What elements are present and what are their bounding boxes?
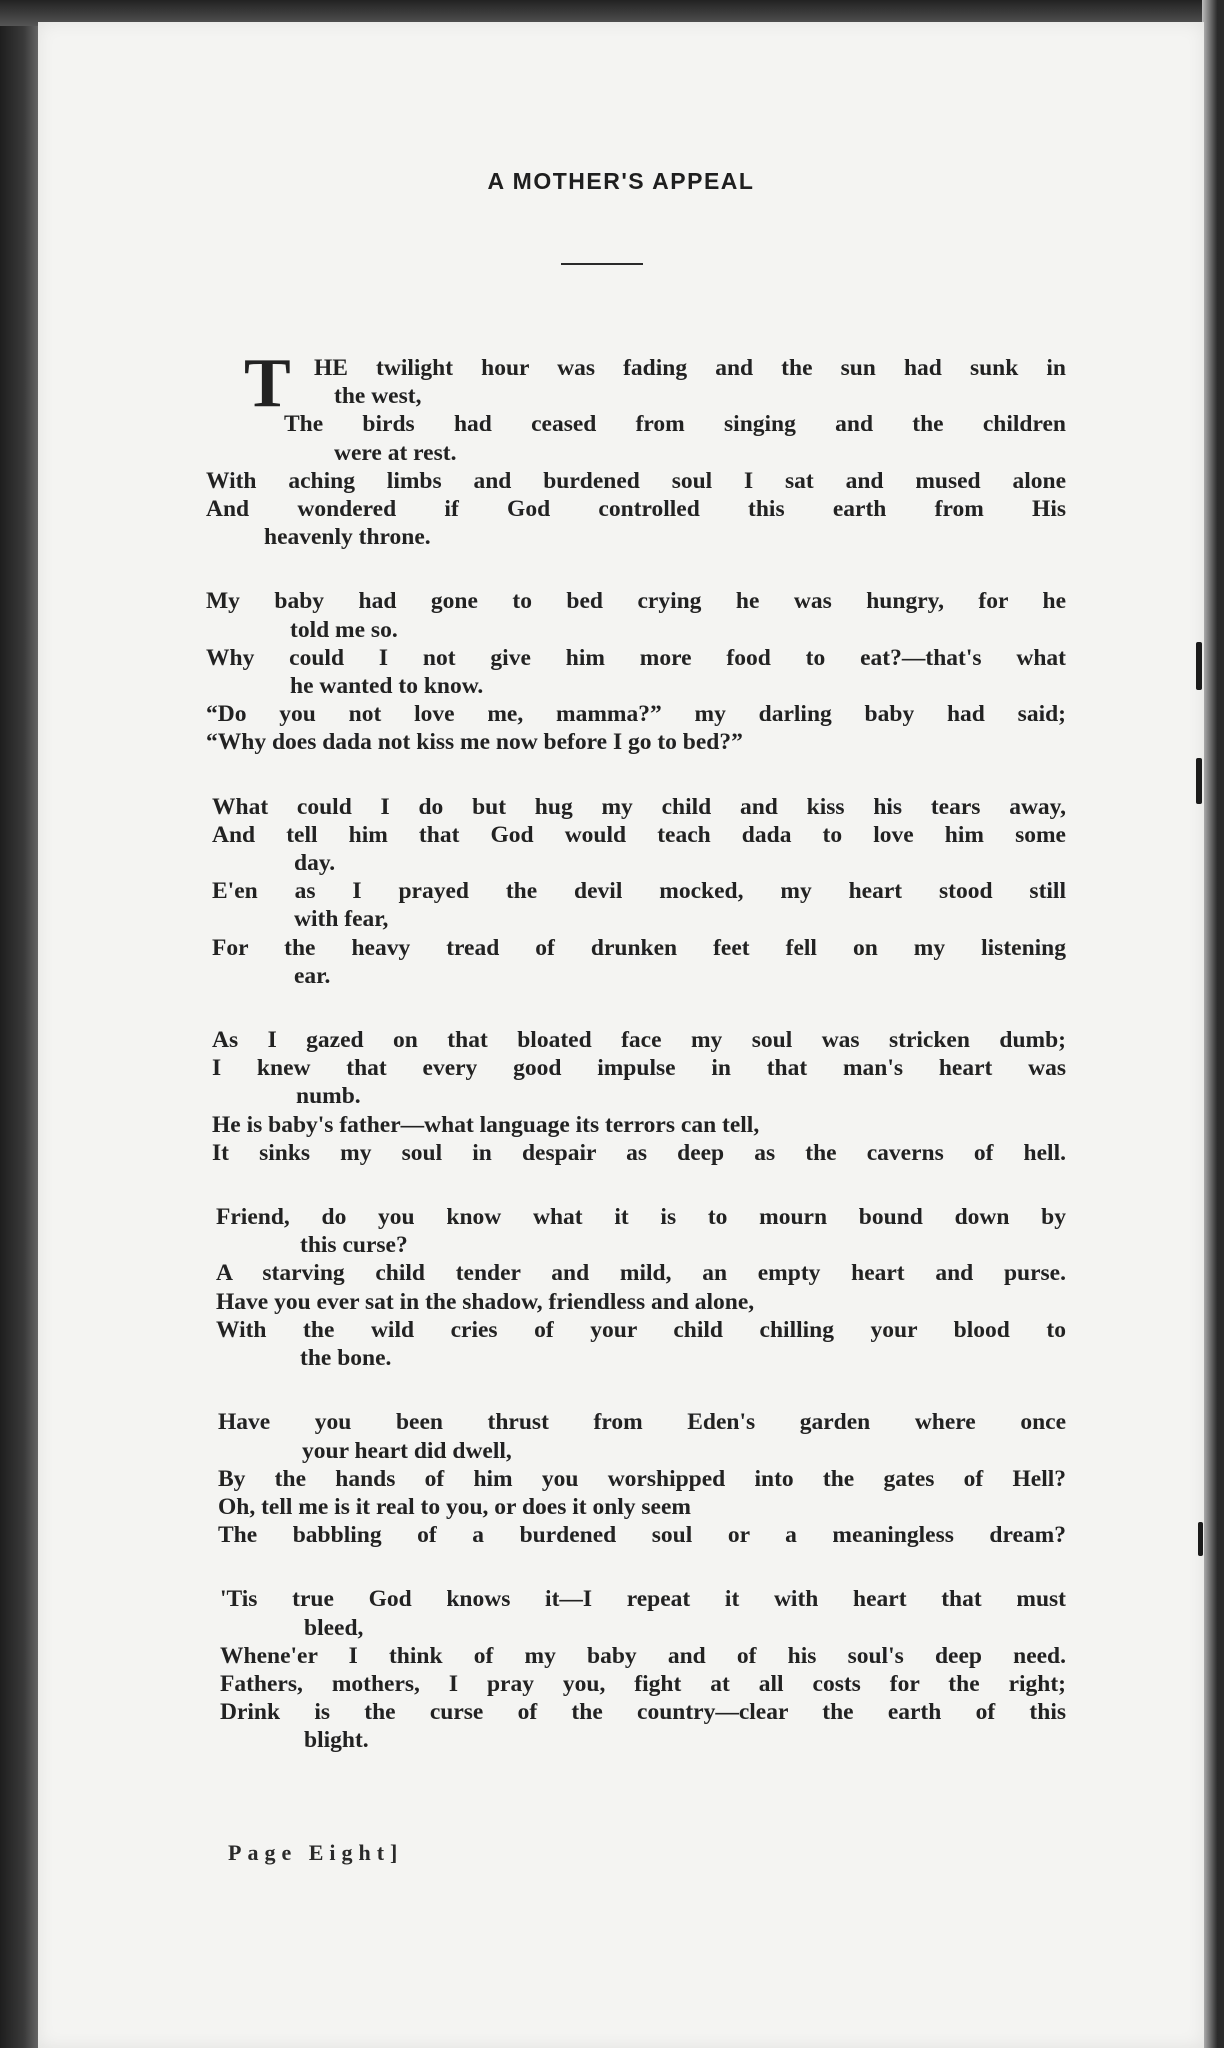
- scan-ink-mark: [1196, 758, 1202, 804]
- poem-line: As I gazed on that bloated face my soul was stricken dumb;: [212, 1027, 1066, 1054]
- poem-line: The babbling of a burdened soul or a meaningless dream?: [218, 1522, 1066, 1549]
- poem-line: For the heavy tread of drunken feet fell on my listening: [212, 934, 1066, 961]
- stanza-3: [206, 793, 1066, 990]
- page-number-footer: Page Eight]: [228, 1840, 404, 1865]
- poem-line: the west,: [334, 383, 422, 410]
- poem-line: Whene'er I think of my baby and of his soul's deep need.: [220, 1642, 1066, 1669]
- poem-line: By the hands of him you worshipped into the gates of Hell?: [218, 1465, 1066, 1492]
- poem-line: Friend, do you know what it is to mourn bound down by: [216, 1204, 1066, 1231]
- document-page: [38, 22, 1204, 2048]
- poem-line: told me so.: [290, 616, 398, 643]
- poem-line: The birds had ceased from singing and the children: [284, 411, 1066, 438]
- poem-line: Have you been thrust from Eden's garden where once: [218, 1409, 1066, 1436]
- drop-cap: T: [244, 345, 291, 422]
- page-title: A MOTHER'S APPEAL: [487, 168, 755, 194]
- poem-line: “Do you not love me, mamma?” my darling baby had said;: [206, 701, 1066, 728]
- poem-line: And tell him that God would teach dada to love him some: [212, 821, 1066, 848]
- scan-right-edge: [1202, 0, 1224, 2048]
- poem-line: he wanted to know.: [290, 673, 484, 700]
- poem-line: were at rest.: [334, 439, 457, 466]
- poem-line: 'Tis true God knows it—I repeat it with heart that must: [220, 1586, 1066, 1613]
- poem-line: It sinks my soul in despair as deep as the caverns of hell.: [212, 1139, 1066, 1166]
- poem-line: your heart did dwell,: [302, 1437, 512, 1464]
- scan-ink-mark: [1198, 1522, 1203, 1556]
- poem-line: this curse?: [300, 1232, 408, 1259]
- title-divider: [561, 263, 643, 265]
- poem-line: blight.: [304, 1727, 369, 1754]
- poem-line: He is baby's father—what language its terrors can tell,: [212, 1111, 760, 1138]
- poem-line: And wondered if God controlled this earth from His: [206, 496, 1066, 523]
- poem-line: day.: [294, 850, 336, 877]
- poem-line: Oh, tell me is it real to you, or does it only seem: [218, 1493, 691, 1520]
- poem-line: heavenly throne.: [264, 524, 431, 551]
- stanza-4: [206, 1026, 1066, 1167]
- poem-line: the bone.: [300, 1345, 392, 1372]
- poem-line: bleed,: [304, 1614, 364, 1641]
- stanza-5: [206, 1203, 1066, 1372]
- poem-line: numb.: [296, 1083, 361, 1110]
- poem-line: My baby had gone to bed crying he was hungry, for he: [206, 588, 1066, 615]
- stanza-1: [206, 345, 1066, 551]
- poem-line: With the wild cries of your child chilling your blood to: [216, 1316, 1066, 1343]
- poem-line-text: HE twilight hour was fading and the sun had sunk in: [314, 355, 1066, 381]
- poem-line: Why could I not give him more food to eat?—that's what: [206, 644, 1066, 671]
- poem-line: Have you ever sat in the shadow, friendless and alone,: [216, 1288, 755, 1315]
- poem-line: With aching limbs and burdened soul I sat and mused alone: [206, 467, 1066, 494]
- poem-body: [206, 345, 1066, 1791]
- poem-line: Drink is the curse of the country—clear the earth of this: [220, 1699, 1066, 1726]
- poem-line: E'en as I prayed the devil mocked, my heart stood still: [212, 878, 1066, 905]
- scan-left-edge: [0, 0, 40, 2048]
- poem-line: Fathers, mothers, I pray you, fight at all costs for the right;: [220, 1670, 1066, 1697]
- poem-line: I knew that every good impulse in that man's heart was: [212, 1055, 1066, 1082]
- poem-line: with fear,: [294, 906, 389, 933]
- poem-line: What could I do but hug my child and kiss his tears away,: [212, 793, 1066, 820]
- poem-line: “Why does dada not kiss me now before I go to bed?”: [206, 729, 743, 756]
- stanza-6: [206, 1408, 1066, 1549]
- stanza-2: [206, 587, 1066, 756]
- poem-line: A starving child tender and mild, an empty heart and purse.: [216, 1260, 1066, 1287]
- poem-line: ear.: [294, 962, 331, 989]
- scan-ink-mark: [1196, 642, 1202, 690]
- stanza-7: [206, 1585, 1066, 1754]
